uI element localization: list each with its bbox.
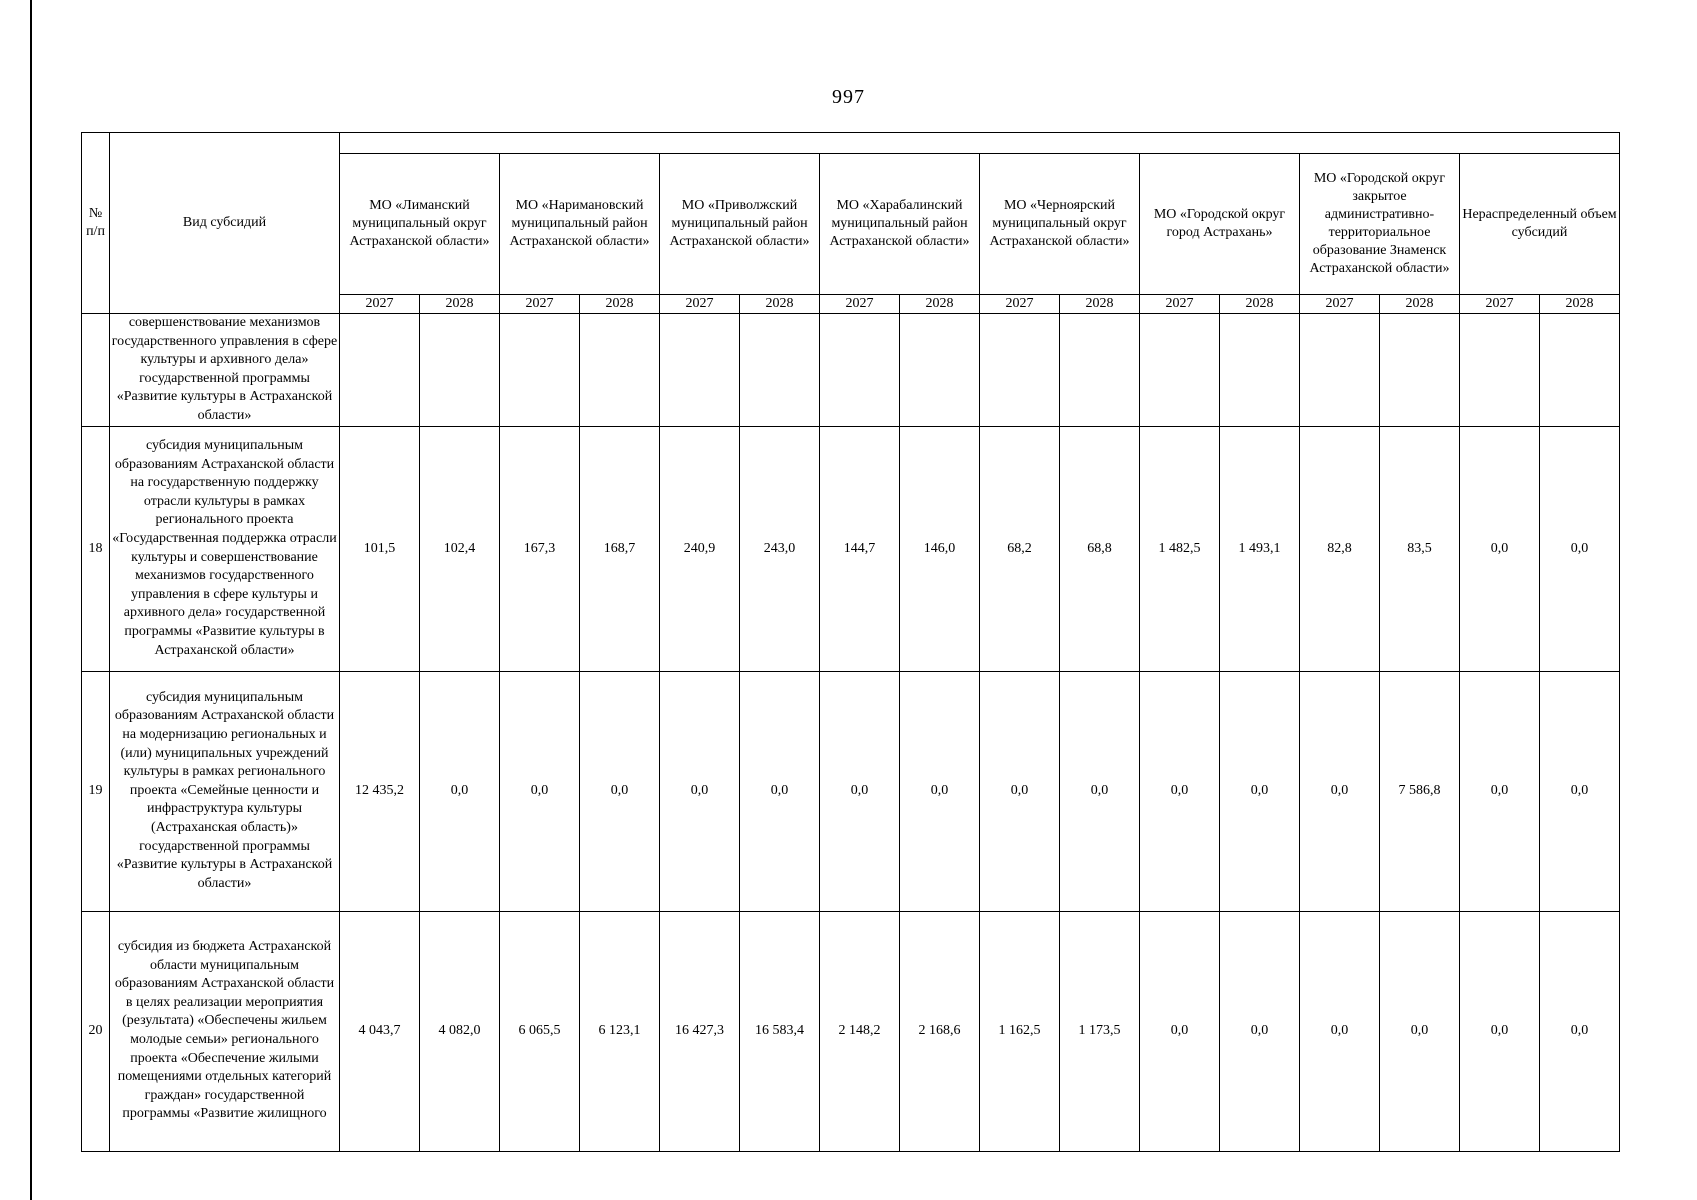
value-cell: 0,0: [1540, 426, 1620, 671]
subsidy-description: субсидия из бюджета Астраханской области муниципальным образованиям Астраханской области в целях реализации мероприятия (результата) «Обеспечены жильем молодые семьи» регионального проекта «Обеспечение жилыми помещениями отдельных категорий граждан» государственной программы «Развитие жилищного: [110, 911, 340, 1151]
header-group-name: МО «Городской округ город Астрахань»: [1140, 154, 1300, 295]
value-cell: 0,0: [740, 671, 820, 911]
value-cell: 6 123,1: [580, 911, 660, 1151]
header-year: 2027: [980, 295, 1060, 314]
subsidies-table: [81, 132, 1620, 1152]
row-number: 19: [82, 671, 110, 911]
value-cell: 83,5: [1380, 426, 1460, 671]
subsidy-description: совершенствование механизмов государственного управления в сфере культуры и архивного дела» государственной программы «Развитие культуры в Астраханской области»: [110, 314, 340, 427]
value-cell: [1460, 314, 1540, 427]
header-group-name: МО «Черноярский муниципальный округ Астраханской области»: [980, 154, 1140, 295]
table-row: [82, 314, 1620, 427]
value-cell: 144,7: [820, 426, 900, 671]
value-cell: 2 148,2: [820, 911, 900, 1151]
value-cell: 1 162,5: [980, 911, 1060, 1151]
header-year: 2027: [660, 295, 740, 314]
value-cell: 0,0: [980, 671, 1060, 911]
value-cell: [340, 314, 420, 427]
table-row: [82, 911, 1620, 1151]
value-cell: 1 482,5: [1140, 426, 1220, 671]
header-year: 2027: [1300, 295, 1380, 314]
row-number: 20: [82, 911, 110, 1151]
value-cell: 0,0: [1140, 671, 1220, 911]
value-cell: [1540, 314, 1620, 427]
table-row: [82, 426, 1620, 671]
header-group-name: МО «Харабалинский муниципальный район Астраханской области»: [820, 154, 980, 295]
header-year: 2027: [1460, 295, 1540, 314]
value-cell: [500, 314, 580, 427]
header-year: 2028: [420, 295, 500, 314]
value-cell: 0,0: [820, 671, 900, 911]
value-cell: 16 583,4: [740, 911, 820, 1151]
page-number: 997: [832, 86, 865, 108]
value-cell: 167,3: [500, 426, 580, 671]
header-group-name: МО «Приволжский муниципальный район Астраханской области»: [660, 154, 820, 295]
header-year: 2027: [1140, 295, 1220, 314]
value-cell: [1380, 314, 1460, 427]
value-cell: [420, 314, 500, 427]
header-year: 2028: [580, 295, 660, 314]
value-cell: 146,0: [900, 426, 980, 671]
value-cell: 0,0: [1540, 671, 1620, 911]
value-cell: 2 168,6: [900, 911, 980, 1151]
value-cell: 0,0: [580, 671, 660, 911]
binding-margin-line: [30, 0, 32, 1200]
value-cell: 1 493,1: [1220, 426, 1300, 671]
value-cell: [740, 314, 820, 427]
value-cell: 68,2: [980, 426, 1060, 671]
subsidy-description: субсидия муниципальным образованиям Астраханской области на модернизацию региональных и (или) муниципальных учреждений культуры в рамках регионального проекта «Семейные ценности и инфраструктура культуры (Астраханская область)» государственной программы «Развитие культуры в Астраханской области»: [110, 671, 340, 911]
value-cell: 1 173,5: [1060, 911, 1140, 1151]
value-cell: 0,0: [500, 671, 580, 911]
header-year: 2028: [1060, 295, 1140, 314]
value-cell: 0,0: [1540, 911, 1620, 1151]
value-cell: [1060, 314, 1140, 427]
value-cell: 68,8: [1060, 426, 1140, 671]
row-number: 18: [82, 426, 110, 671]
value-cell: [980, 314, 1060, 427]
value-cell: 4 082,0: [420, 911, 500, 1151]
header-group-name: Нераспределенный объем субсидий: [1460, 154, 1620, 295]
header-year: 2028: [1540, 295, 1620, 314]
header-top-band: [340, 133, 1620, 154]
value-cell: 16 427,3: [660, 911, 740, 1151]
value-cell: [1300, 314, 1380, 427]
value-cell: 0,0: [1380, 911, 1460, 1151]
value-cell: [1140, 314, 1220, 427]
header-number: № п/п: [82, 133, 110, 314]
value-cell: 0,0: [1220, 671, 1300, 911]
value-cell: 0,0: [1460, 426, 1540, 671]
header-group-name: МО «Городской округ закрытое административно-территориальное образование Знаменск Астраханской области»: [1300, 154, 1460, 295]
value-cell: 6 065,5: [500, 911, 580, 1151]
value-cell: [580, 314, 660, 427]
value-cell: 102,4: [420, 426, 500, 671]
value-cell: 0,0: [1220, 911, 1300, 1151]
value-cell: 101,5: [340, 426, 420, 671]
value-cell: 0,0: [1300, 671, 1380, 911]
header-row-top: [82, 133, 1620, 154]
subsidy-description: субсидия муниципальным образованиям Астраханской области на государственную поддержку отрасли культуры в рамках регионального проекта «Государственная поддержка отрасли культуры и совершенствование механизмов государственного управления в сфере культуры и архивного дела» государственной программы «Развитие культуры в Астраханской области»: [110, 426, 340, 671]
value-cell: 0,0: [1140, 911, 1220, 1151]
header-year: 2027: [820, 295, 900, 314]
table-row: [82, 671, 1620, 911]
value-cell: [900, 314, 980, 427]
value-cell: 82,8: [1300, 426, 1380, 671]
value-cell: 7 586,8: [1380, 671, 1460, 911]
value-cell: 0,0: [1300, 911, 1380, 1151]
value-cell: 0,0: [900, 671, 980, 911]
header-year: 2027: [340, 295, 420, 314]
header-group-name: МО «Лиманский муниципальный округ Астраханской области»: [340, 154, 500, 295]
value-cell: 0,0: [420, 671, 500, 911]
value-cell: 0,0: [660, 671, 740, 911]
value-cell: 0,0: [1460, 671, 1540, 911]
header-subsidy-kind: Вид субсидий: [110, 133, 340, 314]
row-number: [82, 314, 110, 427]
header-year: 2028: [1220, 295, 1300, 314]
header-year: 2027: [500, 295, 580, 314]
value-cell: [660, 314, 740, 427]
value-cell: 12 435,2: [340, 671, 420, 911]
value-cell: 168,7: [580, 426, 660, 671]
header-year: 2028: [1380, 295, 1460, 314]
header-year: 2028: [900, 295, 980, 314]
value-cell: [1220, 314, 1300, 427]
header-year: 2028: [740, 295, 820, 314]
header-group-name: МО «Наримановский муниципальный район Астраханской области»: [500, 154, 660, 295]
value-cell: 0,0: [1460, 911, 1540, 1151]
value-cell: 243,0: [740, 426, 820, 671]
value-cell: 4 043,7: [340, 911, 420, 1151]
value-cell: [820, 314, 900, 427]
value-cell: 240,9: [660, 426, 740, 671]
value-cell: 0,0: [1060, 671, 1140, 911]
